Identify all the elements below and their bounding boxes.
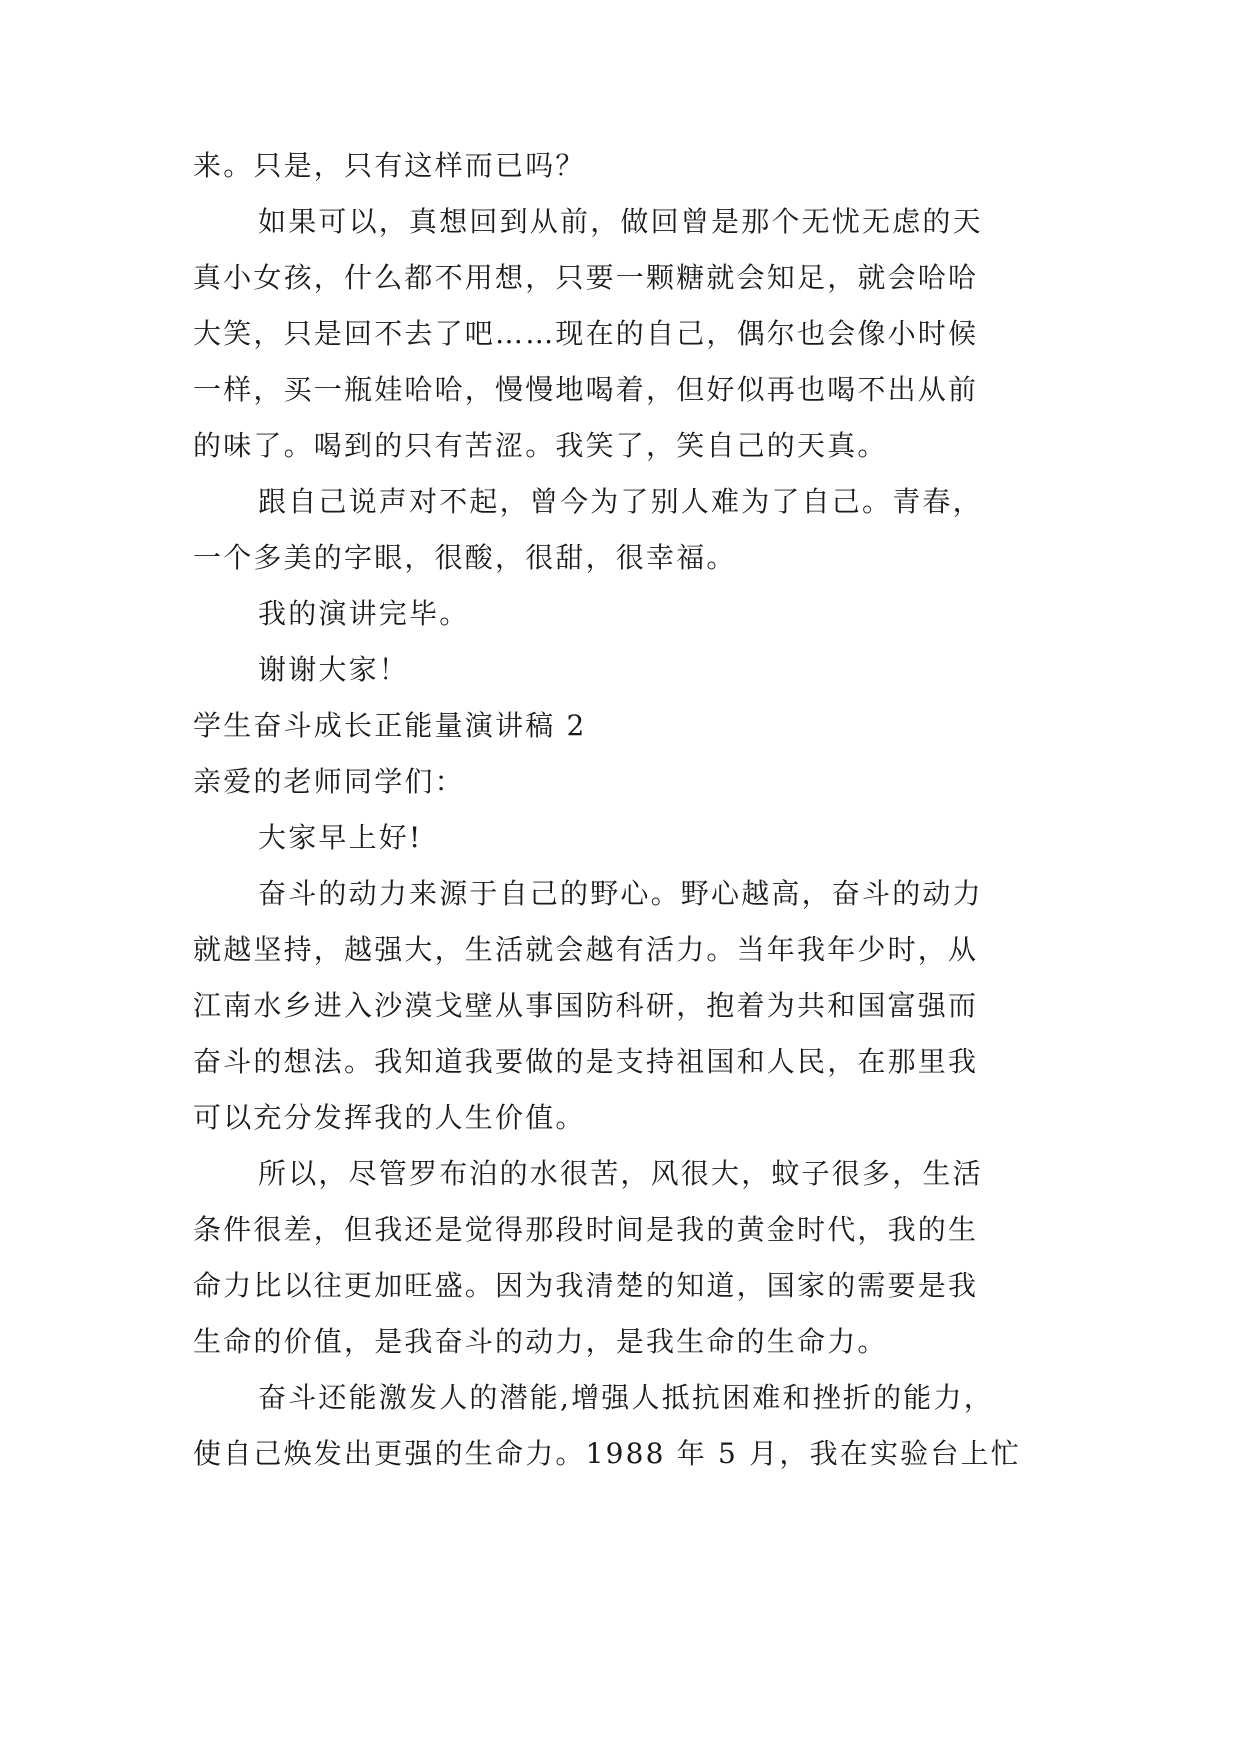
text-line: 真小女孩，什么都不用想，只要一颗糖就会知足，就会哈哈 xyxy=(193,261,979,294)
text-line: 一样，买一瓶娃哈哈，慢慢地喝着，但好似再也喝不出从前 xyxy=(193,373,979,406)
text-line: 条件很差，但我还是觉得那段时间是我的黄金时代，我的生 xyxy=(193,1213,979,1246)
text-line: 可以充分发挥我的人生价值。 xyxy=(193,1101,586,1134)
text-line: 就越坚持，越强大，生活就会越有活力。当年我年少时，从 xyxy=(193,933,979,966)
text-line: 大笑，只是回不去了吧……现在的自己，偶尔也会像小时候 xyxy=(193,317,979,350)
text-line: 的味了。喝到的只有苦涩。我笑了，笑自己的天真。 xyxy=(193,429,888,462)
paragraph-start-line: 跟自己说声对不起，曾今为了别人难为了自己。青春， xyxy=(258,485,983,518)
closing-line: 我的演讲完毕。 xyxy=(258,597,470,630)
paragraph-start-line: 所以，尽管罗布泊的水很苦，风很大，蚊子很多，生活 xyxy=(258,1157,983,1190)
text-line: 使自己焕发出更强的生命力。1988 年 5 月，我在实验台上忙 xyxy=(193,1437,1021,1470)
text-line: 江南水乡进入沙漠戈壁从事国防科研，抱着为共和国富强而 xyxy=(193,989,979,1022)
section-title: 学生奋斗成长正能量演讲稿 2 xyxy=(193,709,587,742)
text-line: 奋斗的想法。我知道我要做的是支持祖国和人民，在那里我 xyxy=(193,1045,979,1078)
salutation: 亲爱的老师同学们： xyxy=(193,765,465,798)
paragraph-start-line: 如果可以，真想回到从前，做回曾是那个无忧无虑的天 xyxy=(258,205,983,238)
text-line: 一个多美的字眼，很酸，很甜，很幸福。 xyxy=(193,541,737,574)
thanks-line: 谢谢大家！ xyxy=(258,653,410,686)
paragraph-start-line: 奋斗还能激发人的潜能,增强人抵抗困难和挫折的能力， xyxy=(258,1381,994,1414)
text-line: 来。只是，只有这样而已吗？ xyxy=(193,149,586,182)
text-line: 命力比以往更加旺盛。因为我清楚的知道，国家的需要是我 xyxy=(193,1269,979,1302)
greeting-line: 大家早上好! xyxy=(258,821,423,854)
text-line: 生命的价值，是我奋斗的动力，是我生命的生命力。 xyxy=(193,1325,888,1358)
paragraph-start-line: 奋斗的动力来源于自己的野心。野心越高，奋斗的动力 xyxy=(258,877,983,910)
